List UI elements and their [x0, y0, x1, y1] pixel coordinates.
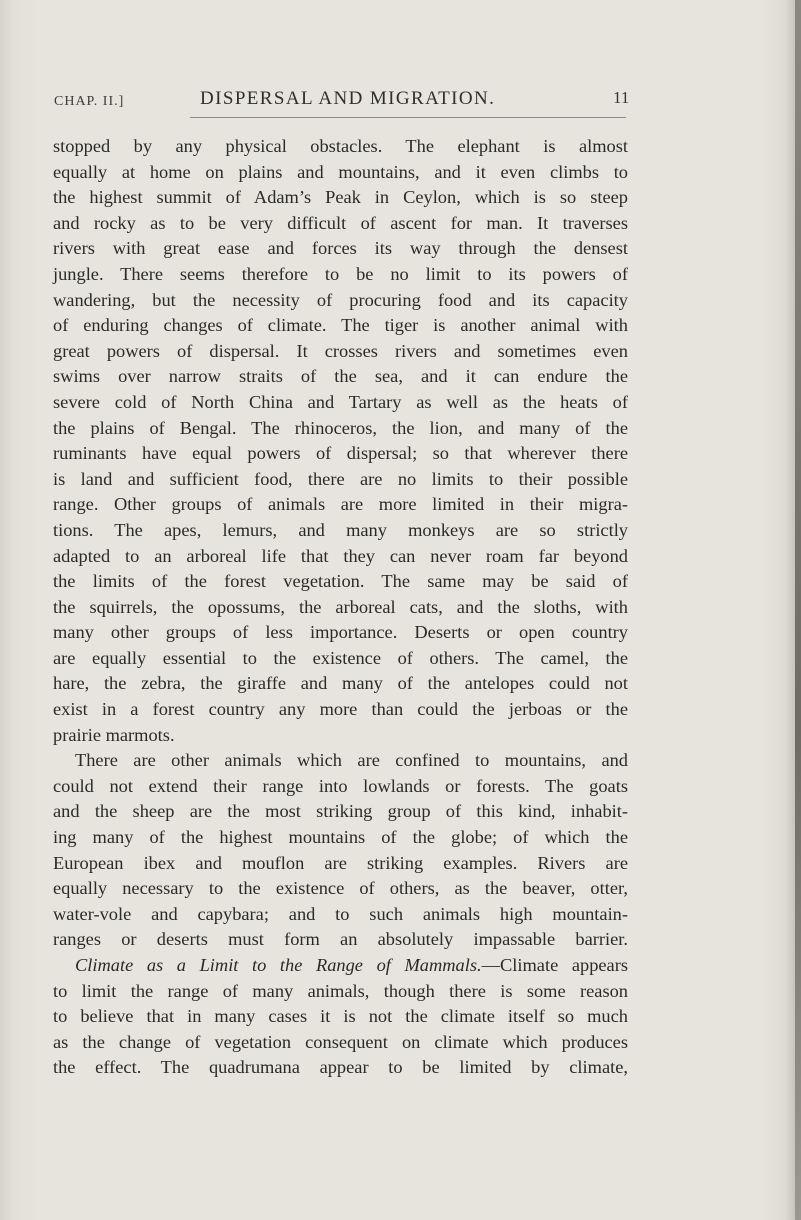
- header-rule: [190, 117, 626, 118]
- body-text: [53, 134, 628, 1081]
- text-line: rivers with great ease and forces its way through the densest: [53, 238, 628, 259]
- text-line: as the change of vegetation consequent on climate which produces: [53, 1031, 628, 1052]
- text-line: the limits of the forest vegetation. The same may be said of: [53, 571, 628, 592]
- text-line: swims over narrow straits of the sea, and it can endure the: [53, 366, 628, 387]
- text-line: and rocky as to be very difficult of ascent for man. It traverses: [53, 212, 628, 233]
- text-line: stopped by any physical obstacles. The elephant is almost: [53, 136, 628, 156]
- text-line: many other groups of less importance. Deserts or open country: [53, 622, 628, 643]
- text-line: There are other animals which are confined to mountains, and: [75, 750, 628, 771]
- text-line: equally necessary to the existence of others, as the beaver, otter,: [53, 878, 628, 899]
- text-line: to limit the range of many animals, though there is some reason: [53, 980, 628, 1001]
- text-line: hare, the zebra, the giraffe and many of the antelopes could not: [53, 673, 628, 694]
- section-heading: Climate as a Limit to the Range of Mammals.: [75, 955, 482, 975]
- text-line: the squirrels, the opossums, the arboreal cats, and the sloths, with: [53, 596, 628, 617]
- text-line: exist in a forest country any more than could the jerboas or the: [53, 699, 628, 720]
- text-line: European ibex and mouflon are striking examples. Rivers are: [53, 852, 628, 873]
- text-line: great powers of dispersal. It crosses rivers and sometimes even: [53, 340, 628, 361]
- text-line: tions. The apes, lemurs, and many monkeys are so strictly: [53, 519, 628, 540]
- running-head: [48, 88, 628, 114]
- text-line: and the sheep are the most striking group of this kind, inhabit-: [53, 801, 628, 822]
- text-line: the plains of Bengal. The rhinoceros, the lion, and many of the: [53, 417, 628, 438]
- text-line: prairie marmots.: [53, 724, 175, 745]
- text-line: jungle. There seems therefore to be no limit to its powers of: [53, 263, 628, 284]
- text-line: wandering, but the necessity of procuring food and its capacity: [53, 289, 628, 310]
- chapter-label: CHAP. II.]: [54, 94, 125, 109]
- text-line: severe cold of North China and Tartary as well as the heats of: [53, 391, 628, 412]
- text-line: ruminants have equal powers of dispersal; so that wherever there: [53, 443, 628, 464]
- text-line: ranges or deserts must form an absolutely impassable barrier.: [53, 929, 628, 950]
- text-line: to believe that in many cases it is not the climate itself so much: [53, 1006, 628, 1027]
- text-line: is land and sufficient food, there are no limits to their possible: [53, 468, 628, 489]
- section-first-line-rest: —Climate appears: [481, 955, 628, 975]
- text-line: water-vole and capybara; and to such animals high mountain-: [53, 903, 628, 924]
- text-line: of enduring changes of climate. The tiger is another animal with: [53, 315, 628, 336]
- page-number: 11: [613, 88, 630, 107]
- section-first-line: [53, 953, 628, 979]
- running-title: DISPERSAL AND MIGRATION.: [200, 88, 496, 109]
- text-line: the effect. The quadrumana appear to be limited by climate,: [53, 1057, 628, 1078]
- text-line: equally at home on plains and mountains, and it even climbs to: [53, 161, 628, 182]
- text-line: range. Other groups of animals are more limited in their migra-: [53, 494, 628, 515]
- text-line: ing many of the highest mountains of the globe; of which the: [53, 827, 628, 848]
- text-line: adapted to an arboreal life that they can never roam far beyond: [53, 545, 628, 566]
- text-line: are equally essential to the existence of others. The camel, the: [53, 647, 628, 668]
- text-line: the highest summit of Adam’s Peak in Ceylon, which is so steep: [53, 187, 628, 208]
- text-line: could not extend their range into lowlands or forests. The goats: [53, 775, 628, 796]
- page-edge-shadow: [795, 0, 801, 1220]
